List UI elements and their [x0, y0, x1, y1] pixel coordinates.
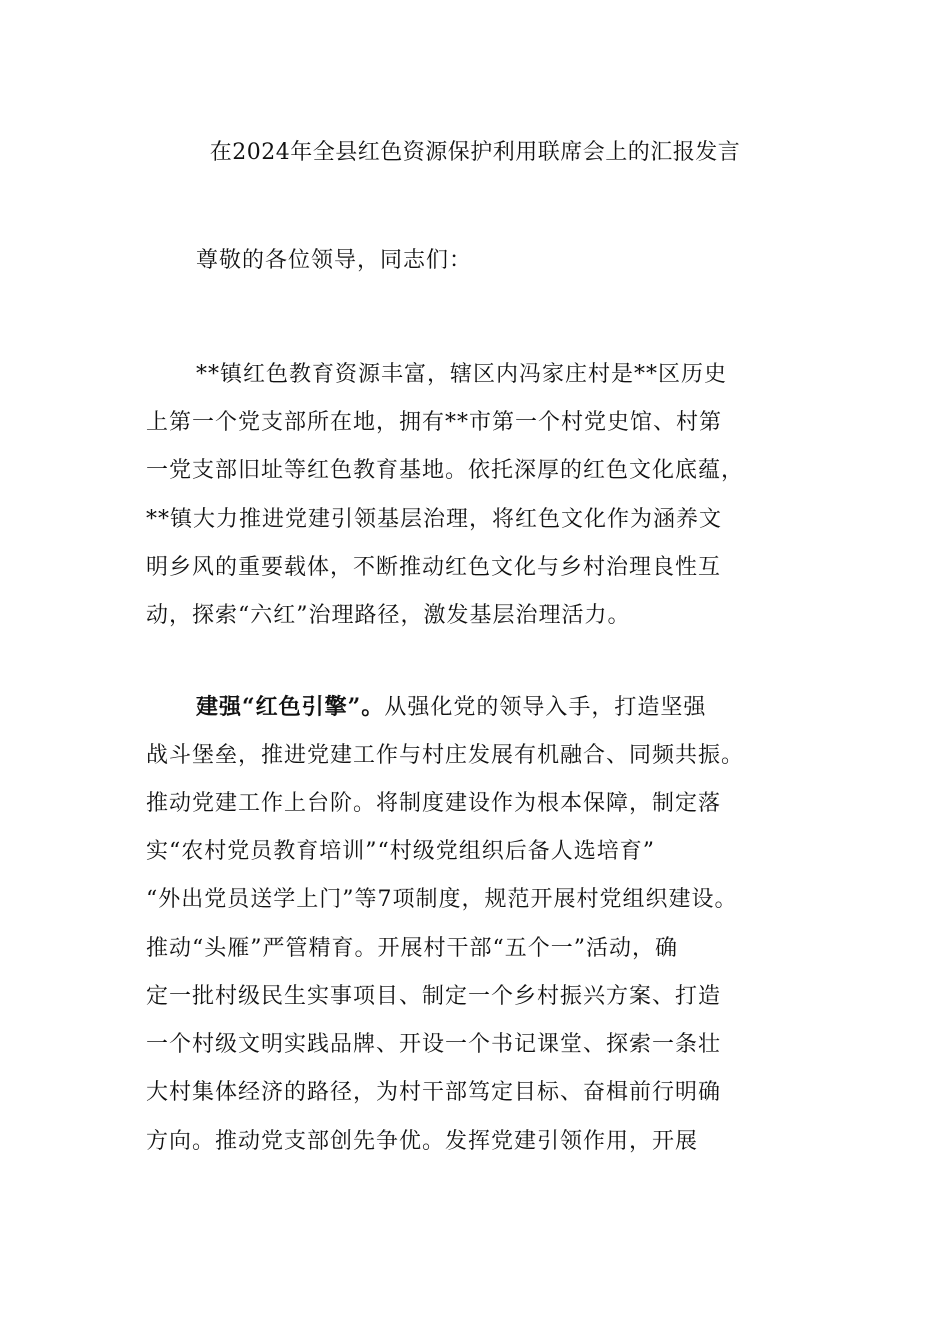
section1-first-line: [196, 692, 706, 722]
salutation: 尊敬的各位领导，同志们：: [196, 248, 473, 273]
intro-line: 上第一个党支部所在地，拥有**市第一个村党史馆、村第: [146, 410, 723, 435]
intro-line: 明乡风的重要载体，不断推动红色文化与乡村治理良性互: [146, 555, 722, 580]
intro-line: 一党支部旧址等红色教育基地。依托深厚的红色文化底蕴，: [146, 458, 745, 483]
document-title: 在2024年全县红色资源保护利用联席会上的汇报发言: [209, 140, 741, 165]
section1-line: 方向。推动党支部创先争优。发挥党建引领作用，开展: [146, 1129, 699, 1154]
section1-line: “外出党员送学上门”等7项制度，规范开展村党组织建设。: [146, 887, 738, 912]
intro-line: **镇大力推进党建引领基层治理，将红色文化作为涵养文: [146, 507, 723, 532]
section1-line: 推动“头雁”严管精育。开展村干部“五个一”活动，确: [146, 936, 678, 961]
section1-line: 大村集体经济的路径，为村干部笃定目标、奋楫前行明确: [146, 1080, 722, 1105]
section1-line: 战斗堡垒，推进党建工作与村庄发展有机融合、同频共振。: [146, 743, 745, 768]
section1-line: 一个村级文明实践品牌、开设一个书记课堂、探索一条壮: [146, 1032, 722, 1057]
intro-line: 动，探索“六红”治理路径，激发基层治理活力。: [146, 603, 631, 628]
section1-heading: 建强“红色引擎”。: [196, 694, 385, 720]
section1-line: 推动党建工作上台阶。将制度建设作为根本保障，制定落: [146, 791, 722, 816]
section1-line: 实“农村党员教育培训”“村级党组织后备人选培育”: [146, 839, 655, 864]
section1-first-line-text: 从强化党的领导入手，打造坚强: [384, 695, 707, 720]
section1-line: 定一批村级民生实事项目、制定一个乡村振兴方案、打造: [146, 984, 722, 1009]
intro-line: **镇红色教育资源丰富，辖区内冯家庄村是**区历史: [196, 362, 728, 387]
